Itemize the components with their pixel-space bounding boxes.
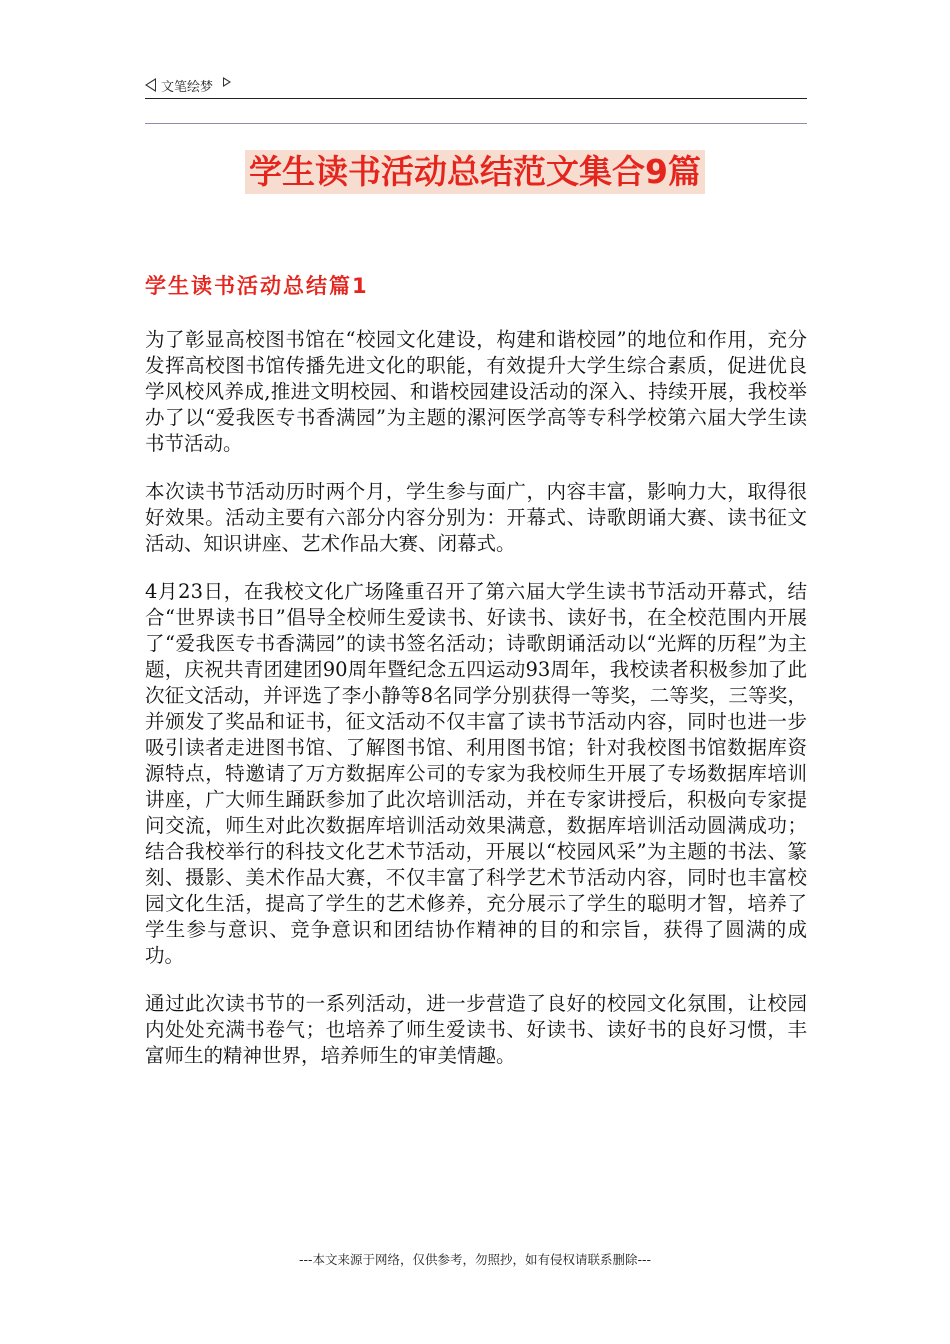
- page-header: [145, 72, 807, 99]
- paragraph: 4月23日，在我校文化广场隆重召开了第六届大学生读书节活动开幕式，结合“世界读书日”倡导全校师生爱读书、好读书、读好书，在全校范围内开展了“爱我医专书香满园”的读书签名活动；诗歌朗诵活动以“光辉的历程”为主题，庆祝共青团建团90周年暨纪念五四运动93周年，我校读者积极参加了此次征文活动，并评选了李小静等8名同学分别获得一等奖，二等奖，三等奖，并颁发了奖品和证书，征文活动不仅丰富了读书节活动内容，同时也进一步吸引读者走进图书馆、了解图书馆、利用图书馆；针对我校图书馆数据库资源特点，特邀请了万方数据库公司的专家为我校师生开展了专场数据库培训讲座，广大师生踊跃参加了此次培训活动，并在专家讲授后，积极向专家提问交流，师生对此次数据库培训活动效果满意，数据库培训活动圆满成功；结合我校举行的科技文化艺术节活动，开展以“校园风采”为主题的书法、篆刻、摄影、美术作品大赛，不仅丰富了科学艺术节活动内容，同时也丰富校园文化生活，提高了学生的艺术修养，充分展示了学生的聪明才智，培养了学生参与意识、竞争意识和团结协作精神的目的和宗旨，获得了圆满的成功。: [145, 580, 807, 967]
- header-divider: [145, 123, 807, 124]
- title-container: [0, 150, 950, 194]
- paragraph: 通过此次读书节的一系列活动，进一步营造了良好的校园文化氛围，让校园内处处充满书卷气；也培养了师生爱读书、好读书、读好书的良好习惯，丰富师生的精神世界，培养师生的审美情趣。: [145, 992, 807, 1067]
- paragraph: 本次读书节活动历时两个月，学生参与面广，内容丰富，影响力大，取得很好效果。活动主要有六部分内容分别为：开幕式、诗歌朗诵大赛、读书征文活动、知识讲座、艺术作品大赛、闭幕式。: [145, 480, 807, 555]
- paragraph: 为了彰显高校图书馆在“校园文化建设，构建和谐校园”的地位和作用，充分发挥高校图书馆传播先进文化的职能，有效提升大学生综合素质，促进优良学风校风养成,推进文明校园、和谐校园建设活动的深入、持续开展，我校举办了以“爱我医专书香满园”为主题的漯河医学高等专科学校第六届大学生读书节活动。: [145, 328, 807, 455]
- triangle-left-icon: [145, 78, 156, 92]
- section-heading: 学生读书活动总结篇1: [145, 274, 369, 298]
- document-title: 学生读书活动总结范文集合9篇: [245, 150, 705, 194]
- triangle-right-icon: [223, 77, 231, 87]
- brand-label: 文笔绘梦: [161, 79, 214, 95]
- document-body: [145, 327, 807, 1091]
- footer-disclaimer: ---本文来源于网络，仅供参考，勿照抄，如有侵权请联系删除---: [298, 1252, 652, 1267]
